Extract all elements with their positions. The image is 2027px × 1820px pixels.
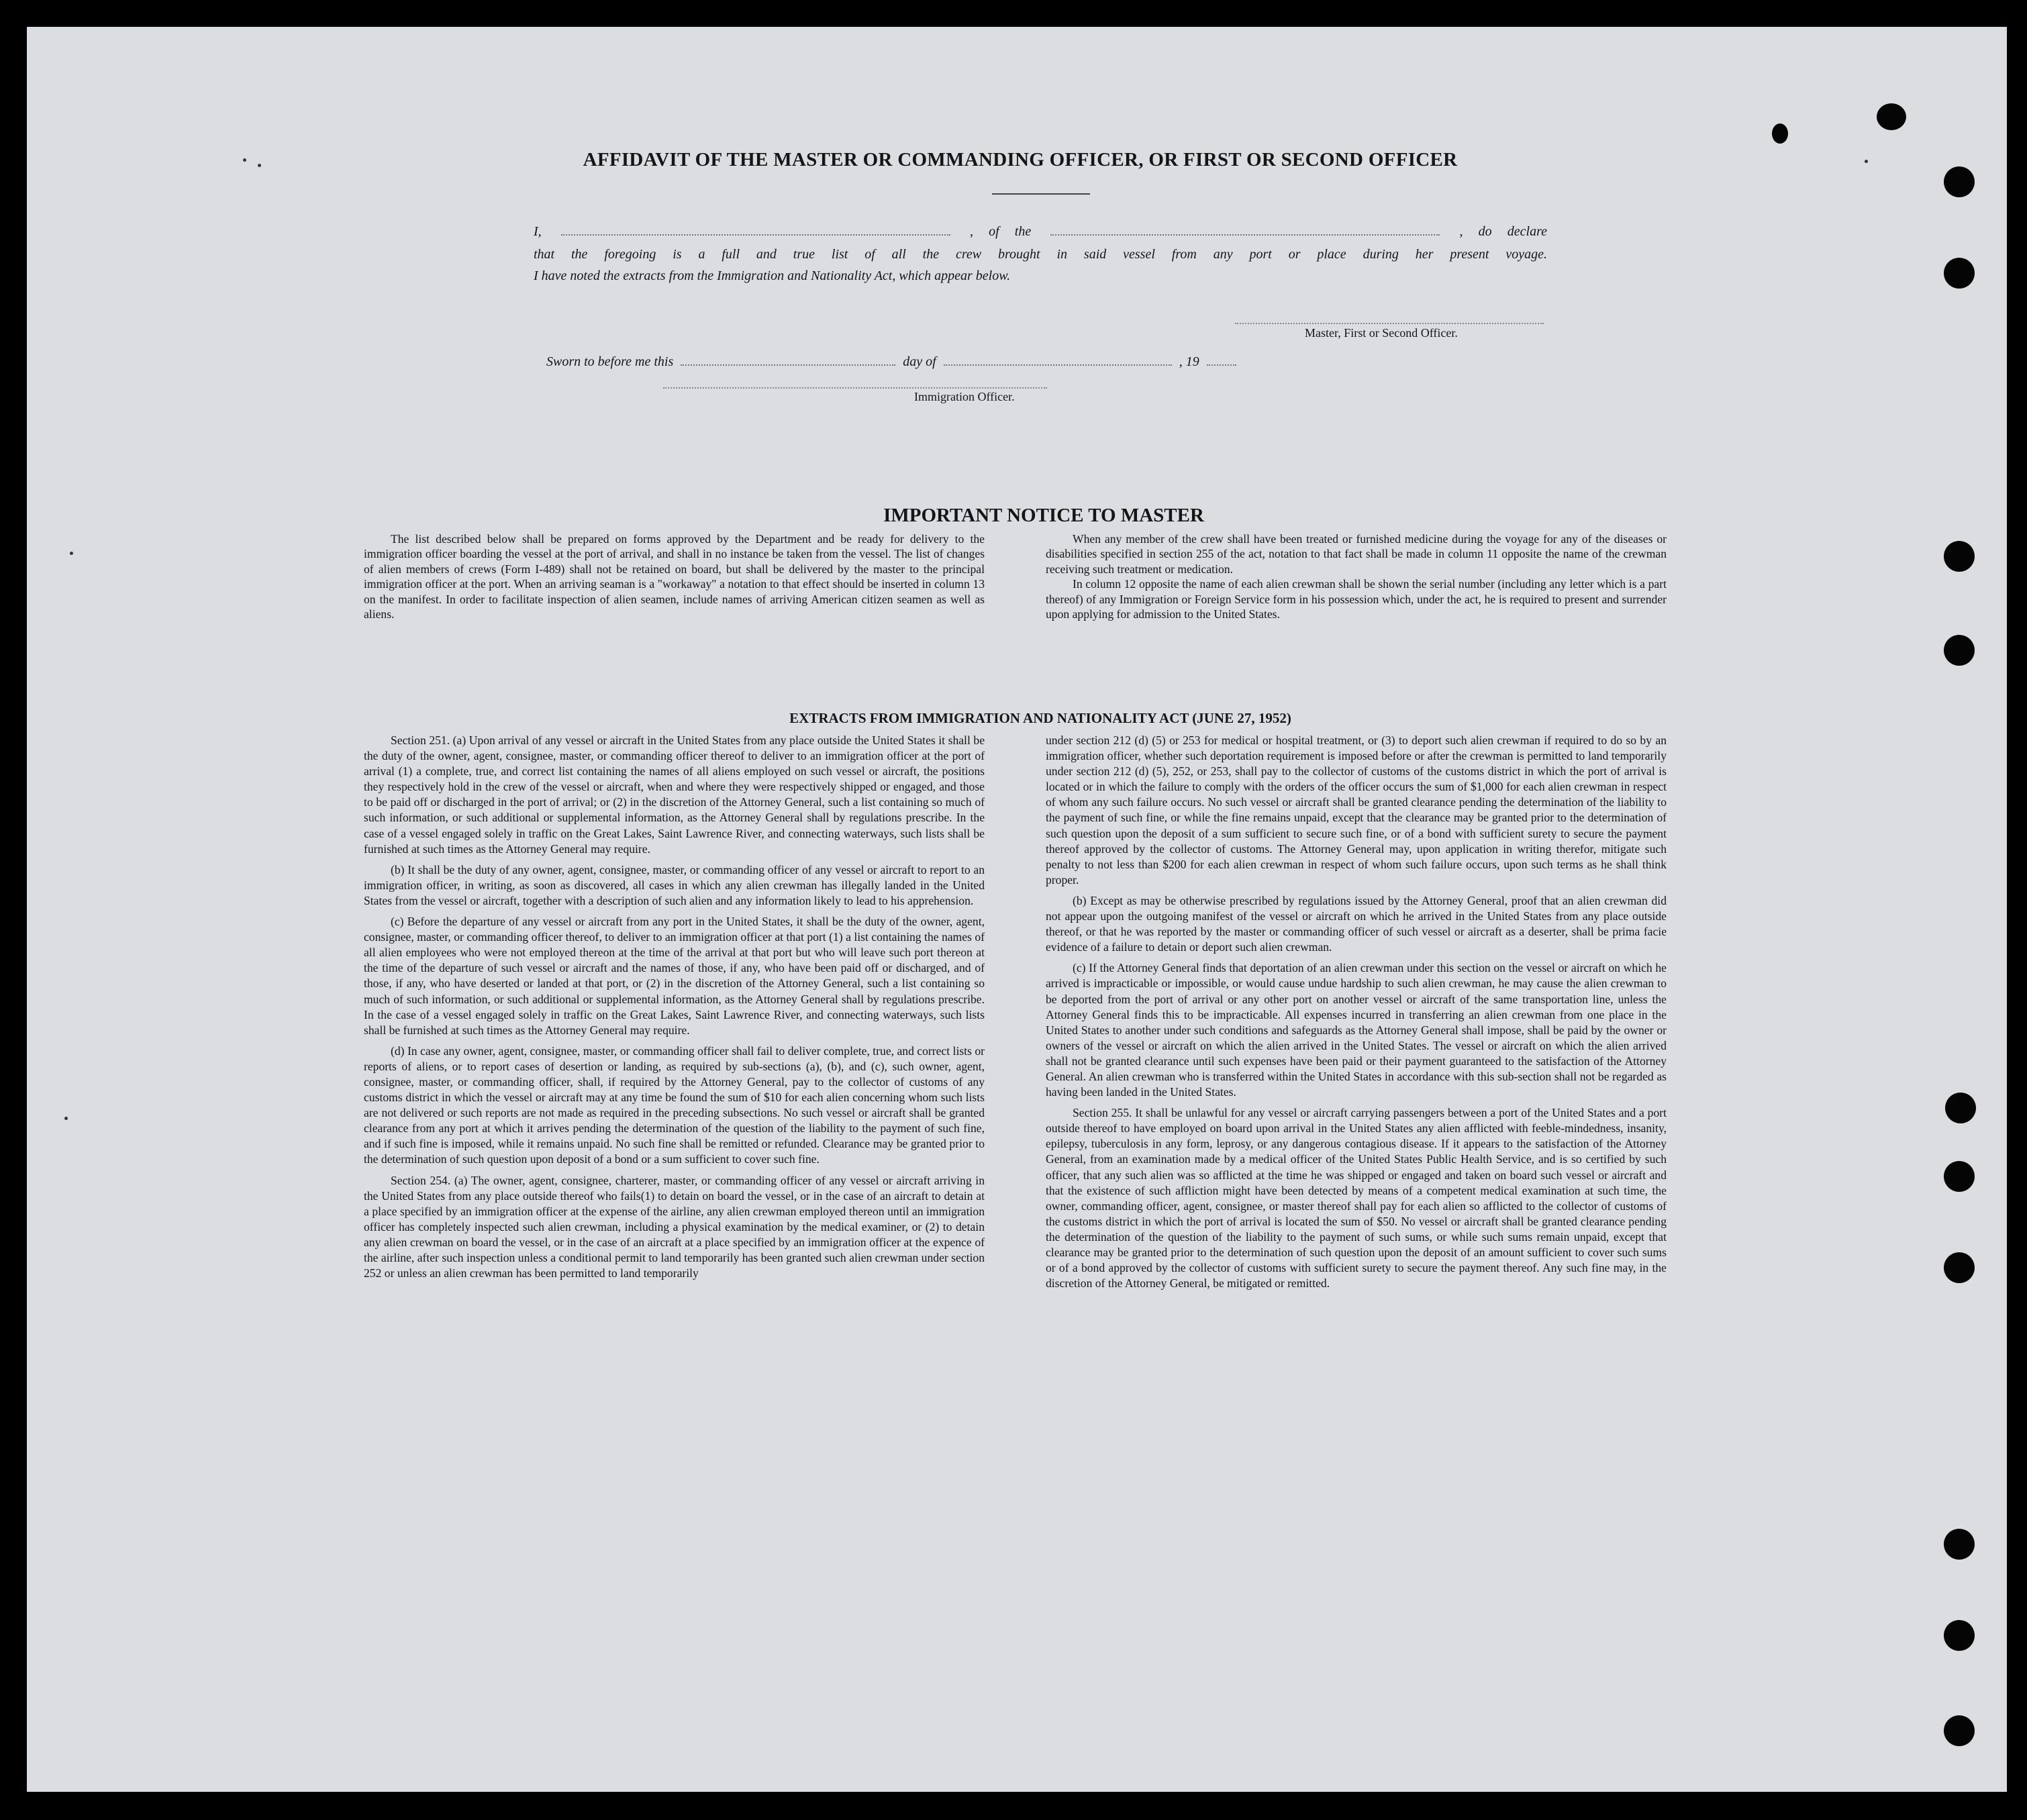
document-page xyxy=(27,27,2007,1792)
sworn-date-blank xyxy=(681,364,895,366)
section-254b: (b) Except as may be otherwise prescribed by regulations issued by the Attorney General, proof that an alien crewman did not appear upon the outgoing manifest of the vessel or aircraft on which he arrived in the United States from any place outside thereof, or that he was reported by the master or commanding officer of such vessel or aircraft as a deserter, shall be prima facie evidence of a failure to detain or deport such alien crewman. xyxy=(1046,893,1667,954)
punch-hole xyxy=(1944,1161,1975,1192)
notice-title: IMPORTANT NOTICE TO MASTER xyxy=(883,505,1204,526)
officer-signature-line xyxy=(663,387,1047,389)
sworn-day-of: day of xyxy=(903,354,936,369)
declaration-i: I, xyxy=(534,224,542,239)
speck xyxy=(70,552,73,555)
punch-hole xyxy=(1945,1093,1976,1123)
affidavit-title: AFFIDAVIT OF THE MASTER OR COMMANDING OFFICER, OR FIRST OR SECOND OFFICER xyxy=(583,149,1458,170)
extracts-title: EXTRACTS FROM IMMIGRATION AND NATIONALITY ACT (JUNE 27, 1952) xyxy=(789,710,1291,726)
vessel-blank xyxy=(1050,234,1440,236)
section-255: Section 255. It shall be unlawful for any vessel or aircraft carrying passengers between a port of the United States and a port outside thereof to have employed on board upon arrival in the United States any alien afflicted with feeble-mindedness, insanity, epilepsy, tuberculosis in any form, leprosy, or any dangerous contagious disease. If it appears to the satisfaction of the Attorney General, from an examination made by a medical officer of the United States Public Health Service, and is so certified by such officer, that any such alien was so afflicted at the time he was shipped or engaged and taken on board such vessel or aircraft and that the existence of such affliction might have been detected by means of a competent medical examination at such time, the owner, commanding officer, agent, consignee, or master thereof shall pay for each alien so afflicted to the collector of customs of the customs district in which the port of arrival is located the sum of $50. No vessel or aircraft shall be granted clearance pending the determination of the question of the liability to the payment of such sums, or while such sums remain unpaid, except that clearance may be granted prior to the determination of such question upon the deposit of an amount sufficient to cover such sums or of a bond approved by the collector of customs with sufficient surety to secure the payment thereof. Any such fine may, in the discretion of the Attorney General, be mitigated or remitted. xyxy=(1046,1106,1667,1291)
speck xyxy=(243,158,246,162)
title-divider xyxy=(992,193,1090,195)
declaration-line-2: that the foregoing is a full and true list of all the crew brought in said vessel from any port or place during her present voyage. xyxy=(534,247,1547,262)
punch-hole xyxy=(1944,541,1975,572)
speck xyxy=(258,164,261,167)
sworn-year-blank xyxy=(1207,364,1236,366)
sworn-month-blank xyxy=(944,364,1172,366)
punch-hole xyxy=(1877,103,1906,130)
notice-left-column xyxy=(364,532,985,621)
punch-hole xyxy=(1944,1529,1975,1560)
notice-paragraph: In column 12 opposite the name of each alien crewman shall be shown the serial number (including any letter which is a part thereof) of any Immigration or Foreign Service form in his possession which, under the act, he is required to present and surrender upon applying for admission to the United States. xyxy=(1046,577,1667,621)
sworn-line xyxy=(546,354,1352,370)
declaration-line-3: I have noted the extracts from the Immigration and Nationality Act, which appear below. xyxy=(534,268,1011,283)
punch-hole xyxy=(1944,258,1975,289)
declaration-line-1 xyxy=(534,224,1547,240)
section-254a-continued: under section 212 (d) (5) or 253 for medical or hospital treatment, or (3) to deport such alien crewman if required to do so by an immigration officer, whether such deportation requirement is imposed before or after the crewman is permitted to land temporarily under section 212 (d) (5), 252, or 253, shall pay to the collector of customs of the customs district in which the port of arrival is located or in which the failure to comply with the orders of the officer occurs the sum of $1,000 for each alien crewman in respect of whom any such failure occurs. No such vessel or aircraft shall be granted clearance pending the determination of the liability to the payment of such fine, or while the fine remains unpaid, except that the clearance may be granted prior to the determination of such question upon the deposit of a sum sufficient to secure such fine, or of a bond with sufficient surety to secure the payment thereof approved by the collector of customs. The Attorney General may, upon application in writing therefor, mitigate such penalty to not less than $200 for each alien crewman in respect of whom such failure occurs, upon such terms as he shall think proper. xyxy=(1046,734,1667,887)
notice-paragraph: The list described below shall be prepared on forms approved by the Department and be ready for delivery to the immigration officer boarding the vessel at the port of arrival, and shall in no instance be taken from the vessel. The list of changes of alien members of crews (Form I-489) shall not be retained on board, but shall be delivered by the master to the principal immigration officer at the port. When an arriving seaman is a "workaway" a notation to that effect should be inserted in column 13 on the manifest. In order to facilitate inspection of alien seamen, include names of arriving American citizen seamen as well as aliens. xyxy=(364,532,985,621)
extracts-right-column xyxy=(1046,733,1667,1297)
master-signature-caption: Master, First or Second Officer. xyxy=(1305,326,1458,340)
notice-paragraph: When any member of the crew shall have been treated or furnished medicine during the voyage for any of the diseases or disabilities specified in section 255 of the act, notation to that fact shall be made in column 11 opposite the name of the crewman receiving such treatment or medication. xyxy=(1046,532,1667,576)
speck xyxy=(64,1117,68,1120)
officer-signature-caption: Immigration Officer. xyxy=(914,390,1015,403)
punch-hole xyxy=(1944,166,1975,197)
declaration-of-the: , of the xyxy=(969,224,1032,239)
extracts-left-column xyxy=(364,733,985,1286)
notice-right-column xyxy=(1046,532,1667,621)
section-254c: (c) If the Attorney General finds that deportation of an alien crewman under this section on the vessel or aircraft on which he arrived is impracticable or impossible, or would cause undue hardship to such alien crewman, he may cause the alien crewman to be deported from the port of arrival or any other port on another vessel or aircraft of the same transportation line, unless the Attorney General finds this to be impracticable. All expenses incurred in transferring an alien crewman from one place in the United States to another under such conditions and safeguards as the Attorney General shall impose, shall be paid by the owner or owners of the vessel or aircraft on which the alien arrived in the United States. The vessel or aircraft on which the alien arrived shall not be granted clearance until such expenses have been paid or their payment guaranteed to the satisfaction of the Attorney General. An alien crewman who is transferred within the United States in accordance with this sub-section shall not be regarded as having been landed in the United States. xyxy=(1046,961,1667,1099)
punch-hole xyxy=(1944,1620,1975,1651)
section-251d: (d) In case any owner, agent, consignee, master, or commanding officer shall fail to deliver complete, true, and correct lists or reports of aliens, or to report cases of desertion or landing, as required by sub-sections (a), (b), and (c), such owner, agent, consignee, master, or commanding officer, shall, if required by the Attorney General, pay to the collector of customs of any customs district in which the vessel or aircraft may at any time be found the sum of $10 for each alien concerning whom such lists are not delivered or such reports are not made as required in the preceding subsections. No such vessel or aircraft shall be granted clearance from any port at which it arrives pending the determination of the question of the liability to the payment of such fine, and if such fine is imposed, while it remains unpaid. No such fine shall be remitted or refunded. Clearance may be granted prior to the determination of such question upon deposit of a bond or a sum sufficient to cover such fine. xyxy=(364,1044,985,1166)
name-blank xyxy=(561,234,950,236)
punch-hole xyxy=(1944,635,1975,666)
section-251a: Section 251. (a) Upon arrival of any vessel or aircraft in the United States from any place outside the United States it shall be the duty of the owner, agent, consignee, master, or commanding officer thereof to deliver to an immigration officer at the port of arrival (1) a complete, true, and correct list containing the names of all aliens employed on such vessel or aircraft, the positions they respectively hold in the crew of the vessel or aircraft, when and where they were respectively shipped or engaged, and those to be paid off or discharged in the port of arrival; or (2) in the discretion of the Attorney General, such a list containing so much of such information, or such additional or supplemental information, as the Attorney General shall by regulations prescribe. In the case of a vessel engaged solely in traffic on the Great Lakes, Saint Lawrence River, and connecting waterways, such lists shall be furnished at such times as the Attorney General may require. xyxy=(364,734,985,856)
speck xyxy=(1865,160,1868,163)
master-signature-line xyxy=(1235,322,1544,324)
section-254a: Section 254. (a) The owner, agent, consignee, charterer, master, or commanding officer of any vessel or aircraft arriving in the United States from any place outside thereof who fails(1) to detain on board the vessel, or in the case of an aircraft to detain at a place specified by an immigration officer at the expense of the airline, any alien crewman employed thereon until an immigration officer has completely inspected such alien crewman, including a physical examination by the medical examiner, or (2) to detain any alien crewman on board the vessel, or in the case of an aircraft at a place specified by an immigration officer at the expence of the airline, after such inspection unless a conditional permit to land temporarily has been granted such alien crewman under section 252 or unless an alien crewman has been permitted to land temporarily xyxy=(364,1173,985,1280)
sworn-prefix: Sworn to before me this xyxy=(546,354,674,369)
sworn-year: , 19 xyxy=(1179,354,1199,369)
section-251b: (b) It shall be the duty of any owner, agent, consignee, master, or commanding officer of any vessel or aircraft to report to an immigration officer, in writing, as soon as discovered, all cases in which any alien crewman has illegally landed in the United States from the vessel or aircraft, together with a description of such alien and any information likely to lead to his apprehension. xyxy=(364,862,985,907)
punch-hole xyxy=(1944,1715,1975,1746)
punch-hole xyxy=(1944,1252,1975,1283)
section-251c: (c) Before the departure of any vessel or aircraft from any port in the United States, it shall be the duty of the owner, agent, consignee, master, or commanding officer thereof, to deliver to an immigration officer at that port (1) a list containing the names of all alien employees who were not employed thereon at the time of the arrival at that port but who will leave such port thereon at the time of the departure of such vessel or aircraft and the names of those, if any, who have been paid off or discharged, and of those, if any, who have deserted or landed at that port, or (2) in the discretion of the Attorney General, such a list containing so much of such information, or such additional or supplemental information, as the Attorney General shall by regulations prescribe. In the case of a vessel engaged solely in traffic on the Great Lakes, Saint Lawrence River, and connecting waterways, such lists shall be furnished at such times as the Attorney General may require. xyxy=(364,915,985,1037)
punch-hole xyxy=(1772,123,1788,144)
declaration-do-declare: , do declare xyxy=(1459,224,1548,239)
